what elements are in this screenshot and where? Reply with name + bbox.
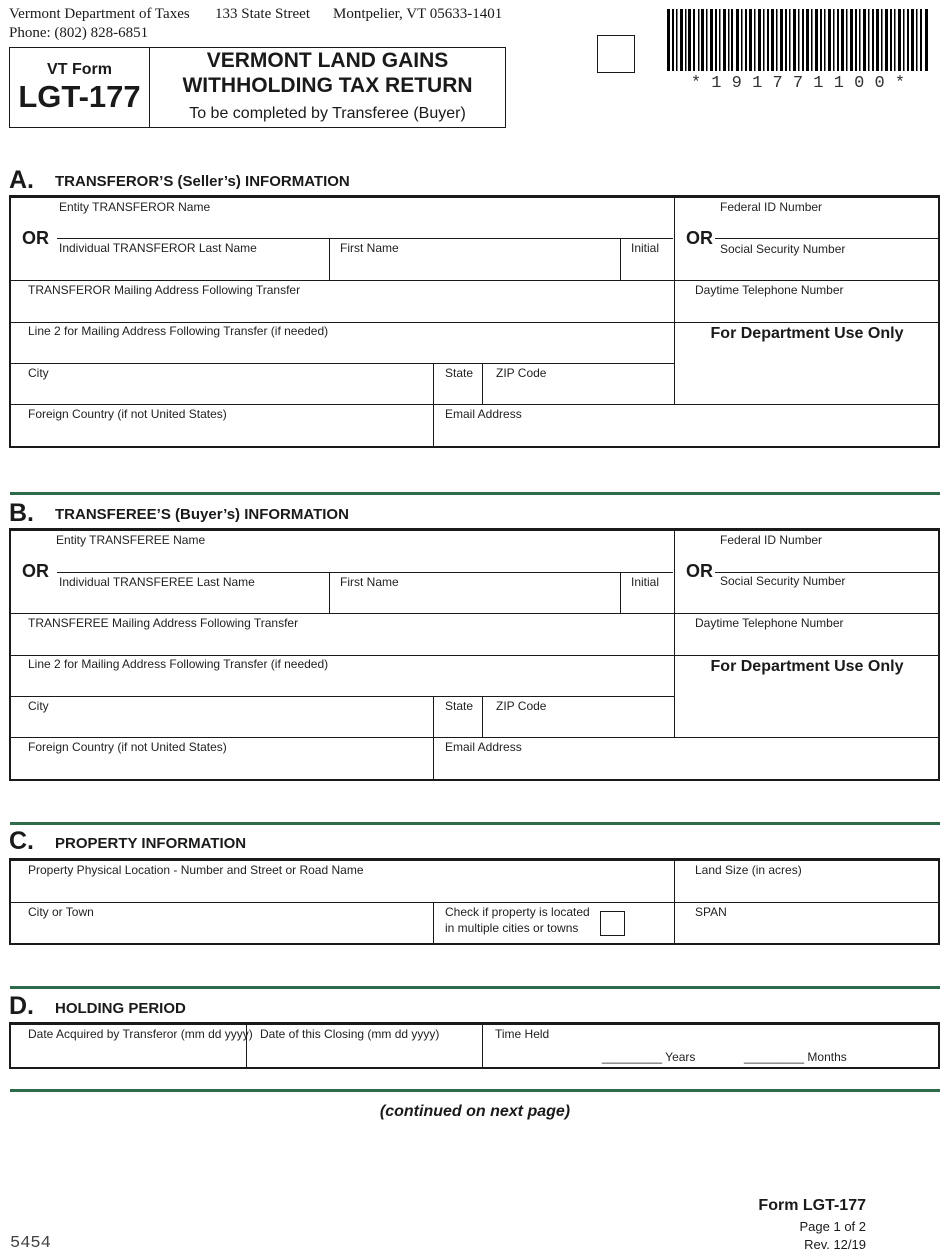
b-row3-rule	[10, 696, 674, 697]
b-initial-label: Initial	[631, 575, 660, 589]
a-row1-rule	[10, 280, 940, 281]
agency-phone: Phone: (802) 828-6851	[9, 25, 149, 41]
b-zip-divider	[482, 696, 483, 738]
a-state-divider	[433, 363, 434, 447]
amended-checkbox[interactable]	[597, 35, 635, 73]
barcode-image	[667, 9, 929, 71]
form-title-line1: VERMONT LAND GAINS	[206, 49, 449, 72]
a-city-label: City	[28, 366, 49, 380]
b-state-label: State	[445, 699, 474, 713]
b-federal-id-label: Federal ID Number	[720, 533, 823, 547]
agency-street: 133 State Street	[215, 6, 310, 22]
c-multi-line2: in multiple cities or towns	[445, 921, 579, 935]
a-or-left: OR	[22, 228, 49, 248]
b-row4-rule	[10, 737, 940, 738]
a-mailing-label: TRANSFEROR Mailing Address Following Transfer	[28, 283, 301, 297]
b-email-label: Email Address	[445, 740, 522, 754]
footer-code: 5454	[10, 1234, 51, 1253]
b-country-label: Foreign Country (if not United States)	[28, 740, 227, 754]
section-b-c-separator	[10, 822, 940, 825]
b-entity-rule	[57, 572, 673, 573]
section-c-top-rule	[9, 858, 940, 861]
section-a-b-separator	[10, 492, 940, 495]
a-dept-use-label: For Department Use Only	[710, 325, 904, 342]
agency-name: Vermont Department of Taxes	[9, 6, 190, 22]
footer-page: Page 1 of 2	[799, 1219, 866, 1234]
a-entity-rule	[57, 238, 673, 239]
a-email-label: Email Address	[445, 407, 522, 421]
b-initial-divider	[620, 573, 621, 613]
d-years-label: _________ Years	[602, 1050, 696, 1064]
section-d-title: HOLDING PERIOD	[55, 1000, 186, 1017]
form-title-line2: WITHHOLDING TAX RETURN	[182, 74, 473, 97]
a-first-divider	[329, 239, 330, 280]
a-first-name-label: First Name	[340, 241, 399, 255]
a-entity-name-label: Entity TRANSFEROR Name	[59, 200, 211, 214]
a-country-label: Foreign Country (if not United States)	[28, 407, 227, 421]
b-or-left: OR	[22, 561, 49, 581]
c-land-size-label: Land Size (in acres)	[695, 863, 802, 877]
b-or-right: OR	[686, 561, 713, 581]
b-ssn-label: Social Security Number	[720, 574, 846, 588]
section-d-top-rule	[9, 1022, 940, 1025]
d-date-acquired-label: Date Acquired by Transferor (mm dd yyyy)	[28, 1027, 253, 1041]
a-or-right: OR	[686, 228, 713, 248]
b-first-divider	[329, 573, 330, 613]
a-row3-rule	[10, 363, 674, 364]
a-row2-rule	[10, 322, 940, 323]
a-initial-label: Initial	[631, 241, 660, 255]
section-a-title: TRANSFEROR’S (Seller’s) INFORMATION	[55, 173, 350, 190]
a-phone-label: Daytime Telephone Number	[695, 283, 844, 297]
section-b-letter: B.	[9, 499, 34, 527]
footer-rev: Rev. 12/19	[804, 1237, 866, 1252]
c-location-label: Property Physical Location - Number and Street or Road Name	[28, 863, 364, 877]
c-multi-line1: Check if property is located	[445, 905, 590, 919]
b-fedid-rule	[715, 572, 940, 573]
c-right-divider	[674, 859, 675, 944]
a-initial-divider	[620, 239, 621, 280]
a-fedid-rule	[715, 238, 940, 239]
c-span-label: SPAN	[695, 905, 727, 919]
d-date-closing-label: Date of this Closing (mm dd yyyy)	[260, 1027, 440, 1041]
agency-city: Montpelier, VT 05633-1401	[333, 6, 503, 22]
c-row-rule	[10, 902, 940, 903]
barcode-text: * 1 9 1 7 7 1 1 0 0 *	[690, 74, 906, 93]
a-row4-rule	[10, 404, 940, 405]
b-state-divider	[433, 696, 434, 780]
section-a-letter: A.	[9, 166, 34, 194]
section-d-letter: D.	[9, 992, 34, 1020]
section-c-letter: C.	[9, 827, 34, 855]
b-first-name-label: First Name	[340, 575, 399, 589]
b-entity-name-label: Entity TRANSFEREE Name	[56, 533, 206, 547]
a-zip-label: ZIP Code	[496, 366, 547, 380]
form-number: LGT-177	[18, 79, 141, 114]
d-time-held-label: Time Held	[495, 1027, 550, 1041]
section-c-d-separator	[10, 986, 940, 989]
a-ssn-label: Social Security Number	[720, 242, 846, 256]
section-c-title: PROPERTY INFORMATION	[55, 835, 247, 852]
section-a-top-rule	[9, 195, 940, 198]
section-a-right-divider	[674, 196, 675, 405]
b-row2-rule	[10, 655, 940, 656]
section-d-bottom-separator	[10, 1089, 940, 1092]
a-line2-label: Line 2 for Mailing Address Following Transfer (if needed)	[28, 324, 329, 338]
b-dept-use-label: For Department Use Only	[710, 658, 904, 675]
section-b-right-divider	[674, 529, 675, 738]
b-row1-rule	[10, 613, 940, 614]
form-label-small: VT Form	[47, 61, 112, 78]
c-city-town-label: City or Town	[28, 905, 94, 919]
b-city-label: City	[28, 699, 49, 713]
a-state-label: State	[445, 366, 474, 380]
c-mid-divider	[433, 902, 434, 944]
a-federal-id-label: Federal ID Number	[720, 200, 823, 214]
d-months-label: _________ Months	[744, 1050, 847, 1064]
b-line2-label: Line 2 for Mailing Address Following Transfer (if needed)	[28, 657, 329, 671]
footer-form-name: Form LGT-177	[758, 1197, 866, 1214]
a-zip-divider	[482, 363, 483, 405]
d-divider-2	[482, 1023, 483, 1068]
b-phone-label: Daytime Telephone Number	[695, 616, 844, 630]
multiple-towns-checkbox[interactable]	[600, 911, 625, 936]
section-b-top-rule	[9, 528, 940, 531]
b-zip-label: ZIP Code	[496, 699, 547, 713]
section-b-title: TRANSFEREE’S (Buyer’s) INFORMATION	[55, 506, 349, 523]
form-subtitle: To be completed by Transferee (Buyer)	[189, 105, 466, 122]
a-last-name-label: Individual TRANSFEROR Last Name	[59, 241, 257, 255]
continued-note: (continued on next page)	[379, 1103, 571, 1120]
b-last-name-label: Individual TRANSFEREE Last Name	[59, 575, 255, 589]
b-mailing-label: TRANSFEREE Mailing Address Following Transfer	[28, 616, 299, 630]
